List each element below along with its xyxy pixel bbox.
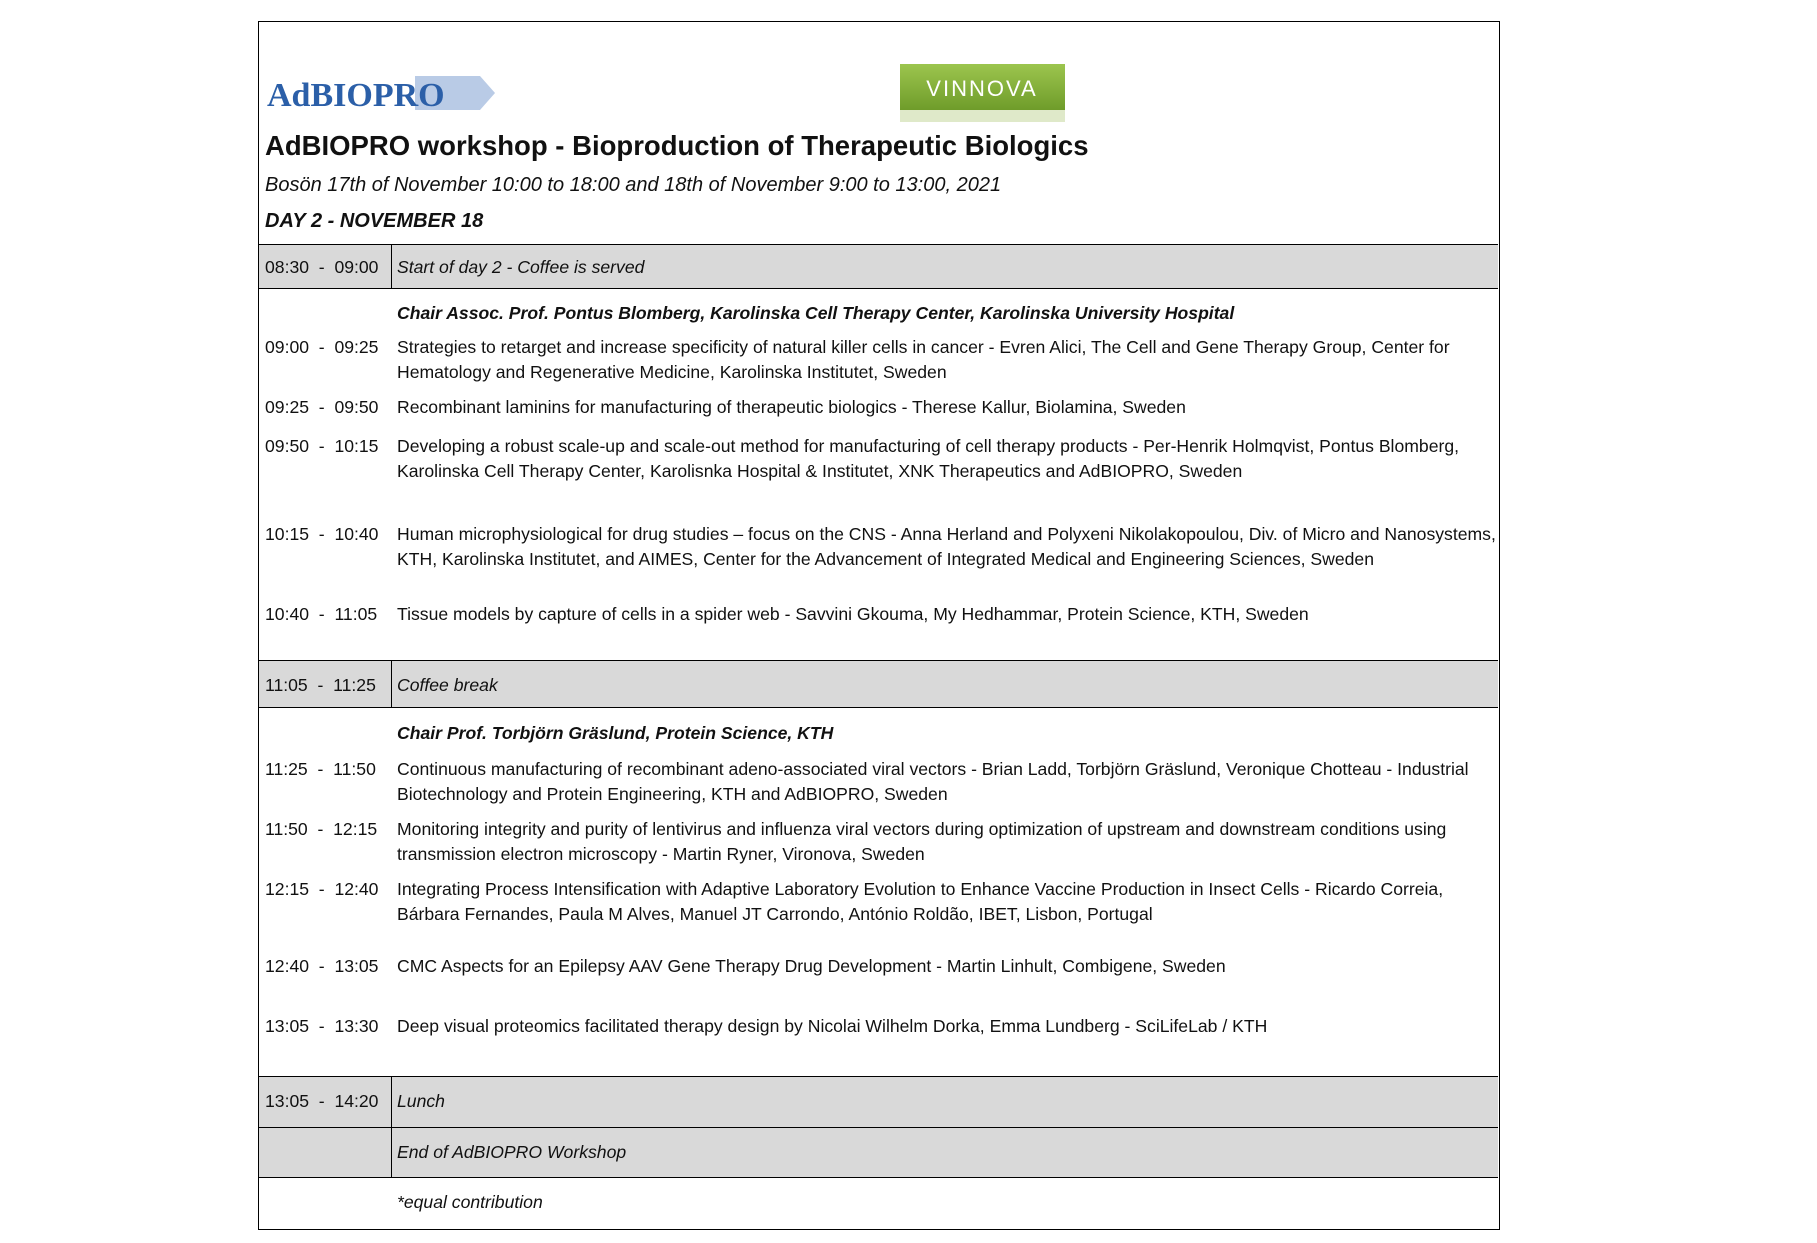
session-time: 13:05 - 14:20: [265, 1091, 379, 1111]
program-document: [258, 21, 1500, 1230]
column-divider: [391, 660, 392, 708]
divider: [259, 1076, 1498, 1077]
adbiopro-logo: [265, 68, 495, 118]
divider: [259, 707, 1498, 708]
divider: [259, 244, 1498, 245]
session-title: Lunch: [397, 1091, 445, 1111]
session-time: 10:40 - 11:05: [265, 604, 378, 624]
session-title: Continuous manufacturing of recombinant adeno-associated viral vectors - Brian Ladd, Torbjörn Gräslund, Veronique Chotteau - Industrial Biotechnology and Protein Engineering, KTH and AdBIOPRO, Sweden: [397, 759, 1469, 804]
divider: [259, 660, 1498, 661]
session-time: 08:30 - 09:00: [265, 257, 379, 277]
chair-line: Chair Prof. Torbjörn Gräslund, Protein Science, KTH: [397, 723, 834, 743]
workshop-end: End of AdBIOPRO Workshop: [397, 1142, 627, 1162]
day-label: DAY 2 - NOVEMBER 18: [265, 210, 484, 232]
divider: [259, 288, 1498, 289]
adbiopro-logo-text: AdBIOPRO: [267, 77, 445, 114]
session-title: Deep visual proteomics facilitated therapy design by Nicolai Wilhelm Dorka, Emma Lundberg - SciLifeLab / KTH: [397, 1016, 1268, 1036]
footnote: *equal contribution: [397, 1192, 543, 1212]
session-title: Strategies to retarget and increase specificity of natural killer cells in cancer - Evren Alici, The Cell and Gene Therapy Group, Center for Hematology and Regenerative Medicine, Karolinska Institutet, Sweden: [397, 337, 1450, 382]
vinnova-logo-text: VINNOVA: [926, 76, 1038, 101]
session-title: Tissue models by capture of cells in a spider web - Savvini Gkouma, My Hedhammar, Protein Science, KTH, Sweden: [397, 604, 1309, 624]
session-title: Integrating Process Intensification with Adaptive Laboratory Evolution to Enhance Vaccine Production in Insect Cells - Ricardo Correia, Bárbara Fernandes, Paula M Alves, Manuel JT Carrondo, António Roldão, IBET, Lisbon, Portugal: [397, 879, 1444, 924]
session-time: 11:25 - 11:50: [265, 759, 376, 779]
session-time: 09:25 - 09:50: [265, 397, 379, 417]
session-title: Start of day 2 - Coffee is served: [397, 257, 645, 277]
session-title: Coffee break: [397, 675, 498, 695]
session-title: Developing a robust scale-up and scale-out method for manufacturing of cell therapy products - Per-Henrik Holmqvist, Pontus Blomberg, Karolinska Cell Therapy Center, Karolisnka Hospital & Institutet, XNK Therapeutics and AdBIOPRO, Sweden: [397, 436, 1460, 481]
chair-line: Chair Assoc. Prof. Pontus Blomberg, Karolinska Cell Therapy Center, Karolinska University Hospital: [397, 303, 1235, 323]
document-title: AdBIOPRO workshop - Bioproduction of Therapeutic Biologics: [265, 130, 1089, 161]
session-time: 11:50 - 12:15: [265, 819, 378, 839]
session-title: Monitoring integrity and purity of lentivirus and influenza viral vectors during optimization of upstream and downstream conditions using transmission electron microscopy - Martin Ryner, Vironova, Sweden: [397, 819, 1447, 864]
session-time: 09:50 - 10:15: [265, 436, 379, 456]
session-time: 09:00 - 09:25: [265, 337, 379, 357]
session-time: 12:40 - 13:05: [265, 956, 379, 976]
divider: [259, 1177, 1498, 1178]
column-divider: [391, 1076, 392, 1178]
session-title: Recombinant laminins for manufacturing of therapeutic biologics - Therese Kallur, Biolamina, Sweden: [397, 397, 1186, 417]
session-time: 12:15 - 12:40: [265, 879, 379, 899]
session-time: 11:05 - 11:25: [265, 675, 376, 695]
column-divider: [391, 244, 392, 289]
session-title: Human microphysiological for drug studies – focus on the CNS - Anna Herland and Polyxeni Nikolakopoulou, Div. of Micro and Nanosystems, KTH, Karolinska Institutet, and AIMES, Center for the Advancement of Integrated Medical and Engineering Sciences, Sweden: [397, 524, 1496, 569]
session-time: 13:05 - 13:30: [265, 1016, 379, 1036]
session-time: 10:15 - 10:40: [265, 524, 379, 544]
divider: [259, 1127, 1498, 1128]
event-dates: Bosön 17th of November 10:00 to 18:00 and 18th of November 9:00 to 13:00, 2021: [265, 174, 1002, 196]
vinnova-logo: [900, 64, 1065, 122]
session-title: CMC Aspects for an Epilepsy AAV Gene Therapy Drug Development - Martin Linhult, Combigene, Sweden: [397, 956, 1226, 976]
